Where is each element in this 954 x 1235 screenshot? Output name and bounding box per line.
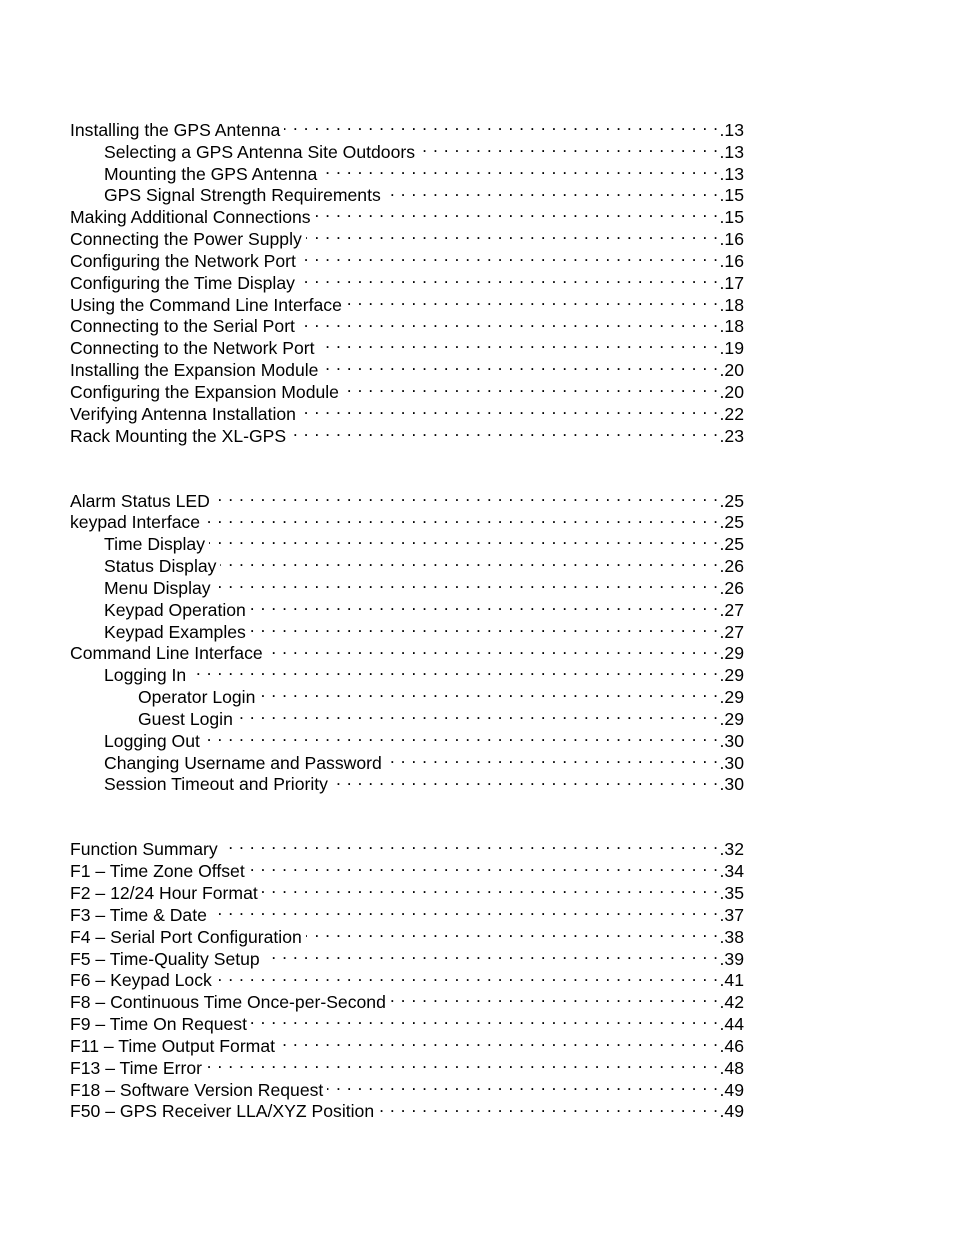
toc-entry-title: Configuring the Time Display (70, 272, 295, 293)
toc-entry-title: F18 – Software Version Request (70, 1079, 324, 1100)
toc-entry-page: .30 (719, 730, 744, 751)
toc-entry-page: .13 (719, 141, 744, 162)
toc-entry-page: .15 (719, 185, 744, 206)
toc-entry-page: .13 (719, 119, 744, 140)
toc-entry-title: F8 – Continuous Time Once-per-Second (70, 992, 386, 1013)
toc-entry-title: Configuring the Expansion Module (70, 381, 339, 402)
toc-dot-leader (279, 1030, 719, 1052)
toc-entry-title: F1 – Time Zone Offset (70, 861, 245, 882)
toc-dot-leader (386, 747, 719, 769)
toc-entry-title: keypad Interface (70, 512, 201, 533)
toc-entry-title: F50 – GPS Receiver LLA/XYZ Position (70, 1101, 375, 1122)
toc-entry-title: Verifying Antenna Installation (70, 403, 296, 424)
toc-dot-leader (251, 1008, 719, 1030)
toc-entry-page: .38 (719, 926, 744, 947)
toc-dot-leader (249, 855, 719, 877)
toc-dot-leader (220, 550, 718, 572)
toc-entry-title: Logging In (104, 665, 187, 686)
toc-entry-title: Guest Login (138, 708, 233, 729)
toc-dot-leader (190, 659, 718, 681)
toc-entry-title: Changing Username and Password (104, 752, 382, 773)
toc-group-installation (70, 114, 744, 446)
toc-entry-title: Connecting to the Network Port (70, 338, 315, 359)
toc-dot-leader (346, 289, 719, 311)
toc-entry-page: .27 (719, 621, 744, 642)
toc-entry[interactable] (70, 485, 744, 511)
toc-entry-page: .29 (719, 643, 744, 664)
toc-dot-leader (306, 223, 719, 245)
toc-entry-page: .25 (719, 490, 744, 511)
toc-entry-page: .29 (719, 708, 744, 729)
toc-entry-title: F13 – Time Error (70, 1057, 202, 1078)
toc-dot-leader (419, 136, 719, 158)
toc-dot-leader (204, 725, 719, 747)
toc-dot-leader (214, 485, 719, 507)
toc-entry-page: .49 (719, 1101, 744, 1122)
toc-entry-page: .30 (719, 774, 744, 795)
toc-dot-leader (204, 507, 718, 529)
toc-entry-title: F11 – Time Output Format (70, 1035, 276, 1056)
toc-entry-title: Keypad Operation (104, 599, 246, 620)
toc-entry-page: .30 (719, 752, 744, 773)
toc-entry-title: F9 – Time On Request (70, 1014, 247, 1035)
toc-entry-page: .25 (719, 534, 744, 555)
toc-entry-page: .17 (719, 272, 744, 293)
toc-dot-leader (318, 332, 718, 354)
toc-dot-leader (284, 114, 718, 136)
toc-entry-title: Keypad Examples (104, 621, 246, 642)
toc-entry-page: .22 (719, 403, 744, 424)
toc-entry-page: .37 (719, 904, 744, 925)
toc-group-interfaces (70, 485, 744, 795)
toc-dot-leader (327, 1074, 718, 1096)
toc-entry-title: Connecting to the Serial Port (70, 316, 295, 337)
toc-dot-leader (390, 986, 719, 1008)
toc-entry-page: .26 (719, 556, 744, 577)
toc-entry-page: .49 (719, 1079, 744, 1100)
toc-entry-page: .16 (719, 250, 744, 271)
toc-entry-title: F2 – 12/24 Hour Format (70, 883, 258, 903)
toc-entry-title: Command Line Interface (70, 643, 263, 664)
toc-dot-leader (385, 180, 719, 202)
toc-entry-title: Session Timeout and Priority (104, 774, 328, 795)
toc-entry-page: .26 (719, 577, 744, 598)
toc-entry-title: Alarm Status LED (70, 490, 210, 511)
toc-dot-leader (299, 311, 719, 333)
toc-dot-leader (216, 965, 719, 987)
toc-dot-leader (250, 616, 719, 638)
toc-dot-leader (267, 638, 719, 660)
toc-entry-page: .35 (719, 883, 744, 903)
toc-entry-page: .34 (719, 861, 744, 882)
toc-entry-title: Configuring the Network Port (70, 250, 296, 271)
toc-dot-leader (300, 245, 719, 267)
toc-dot-leader (322, 354, 718, 376)
toc-entry-page: .15 (719, 207, 744, 228)
toc-entry-title: F4 – Serial Port Configuration (70, 926, 302, 947)
toc-entry-title: Using the Command Line Interface (70, 294, 342, 315)
toc-entry-title: Status Display (104, 556, 217, 577)
toc-entry-page: .29 (719, 665, 744, 686)
toc-entry-title: Operator Login (138, 687, 256, 708)
toc-entry-page: .39 (719, 948, 744, 969)
toc-dot-leader (250, 594, 719, 616)
toc-entry-page: .16 (719, 229, 744, 250)
toc-entry-page: .48 (719, 1057, 744, 1078)
toc-dot-leader (343, 376, 719, 398)
toc-dot-leader (306, 921, 719, 943)
toc-entry-title: Menu Display (104, 577, 211, 598)
toc-entry-title: Function Summary (70, 839, 218, 860)
toc-entry-page: .13 (719, 163, 744, 184)
toc-entry-page: .20 (719, 381, 744, 402)
toc-entry-page: .32 (719, 839, 744, 860)
toc-entry-page: .25 (719, 512, 744, 533)
toc-entry-title: Selecting a GPS Antenna Site Outdoors (104, 141, 416, 162)
toc-entry-page: .41 (719, 970, 744, 991)
toc-entry-title: F3 – Time & Date (70, 904, 207, 925)
toc-entry-page: .29 (719, 687, 744, 708)
toc-entry-page: .27 (719, 599, 744, 620)
toc-entry[interactable] (70, 833, 744, 860)
toc-entry-page: .20 (719, 360, 744, 381)
toc-dot-leader (300, 398, 719, 420)
toc-dot-leader (321, 158, 718, 180)
toc-entry-page: .46 (719, 1035, 744, 1056)
toc-entry-page: .23 (719, 425, 744, 446)
toc-entry-title: Installing the GPS Antenna (70, 119, 281, 140)
toc-entry-title: Logging Out (104, 730, 200, 751)
toc-dot-leader (211, 899, 719, 921)
toc-entry-title: GPS Signal Strength Requirements (104, 185, 381, 206)
table-of-contents (70, 114, 744, 1122)
toc-entry-title: F5 – Time-Quality Setup (70, 948, 260, 969)
toc-entry-page: .19 (719, 338, 744, 359)
toc-entry-page: .18 (719, 316, 744, 337)
toc-dot-leader (315, 201, 719, 223)
toc-dot-leader (290, 420, 718, 442)
toc-dot-leader (237, 703, 719, 725)
toc-entry-page: .42 (719, 992, 744, 1013)
toc-dot-leader (209, 528, 719, 550)
toc-dot-leader (259, 681, 718, 703)
toc-dot-leader (332, 769, 719, 791)
toc-dot-leader (222, 833, 719, 855)
toc-entry-title: Time Display (104, 534, 206, 555)
toc-dot-leader (299, 267, 719, 289)
toc-entry-page: .44 (719, 1014, 744, 1035)
toc-dot-leader (378, 1096, 718, 1118)
toc-entry-title: Installing the Expansion Module (70, 360, 319, 381)
toc-entry-title: Mounting the GPS Antenna (104, 163, 318, 184)
toc-entry[interactable] (70, 114, 744, 140)
toc-group-functions (70, 833, 744, 1122)
toc-dot-leader (264, 943, 719, 965)
toc-entry-page: .18 (719, 294, 744, 315)
toc-entry-title: Connecting the Power Supply (70, 229, 302, 250)
toc-dot-leader (215, 572, 719, 594)
toc-dot-leader (206, 1052, 719, 1074)
toc-dot-leader (262, 877, 719, 899)
toc-entry-title: Rack Mounting the XL-GPS (70, 425, 287, 446)
toc-entry-title: F6 – Keypad Lock (70, 970, 212, 991)
toc-entry-title: Making Additional Connections (70, 207, 311, 228)
